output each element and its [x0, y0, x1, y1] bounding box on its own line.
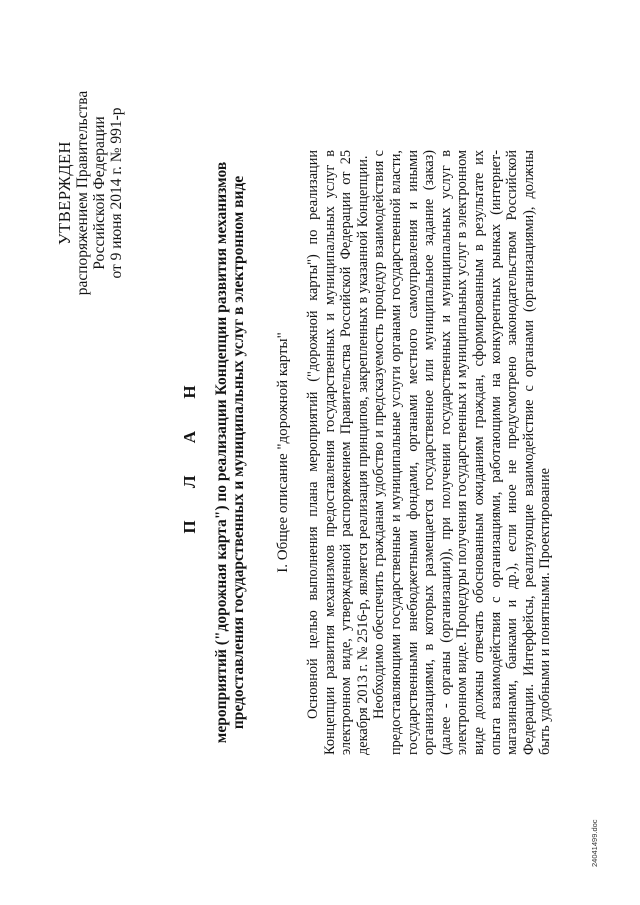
paragraph: Необходимо обеспечить гражданам удобство и предсказуемость процедур взаимодействия с предоставляющими государственные и муниципальные услуги органами государственной власти, государственными внебюджетными фондами, органами местного самоуправления и иными организациями, в которых размещается государственное или муниципальное задание (заказ) (далее - органы (организации)), при получении государственных и муниципальных услуг в электронном виде. Процедуры получения государственных и муниципальных услуг в электронном виде должны отвечать обоснованным ожиданиям граждан, сформированным в результате их опыта взаимодействия с организациями, работающими на конкурентных рынках (интернет-магазинами, банками и др.), если иное не предусмотрено законодательством Российской Федерации. Интерфейсы, реализующие взаимодействие с органами (организациями), должны быть удобными и понятными. Проектирование [371, 150, 554, 755]
document-subtitle: мероприятий ("дорожная карта") по реализации Концепции развития механизмов предоставления государственных и муниципальных услуг в электронном виде [213, 161, 247, 744]
approval-heading: УТВЕРЖДЕН [55, 141, 74, 245]
approval-line-2: Российской Федерации [91, 116, 108, 270]
approval-line-3: от 9 июня 2014 г. № 991-р [108, 107, 125, 279]
approval-block [56, 53, 125, 333]
section-heading: I. Общее описание "дорожной карты" [275, 332, 291, 573]
footer-filename: 24041499.doc [590, 819, 599, 867]
paragraph: Основной целью выполнения плана мероприятий ("дорожной карты") по реализации Концепции развития механизмов предоставления государственных и муниципальных услуг в электронном виде, утвержденной распоряжением Правительства Российской Федерации от 25 декабря 2013 г. № 2516-р, является реализация принципов, закрепленных в указанной Концепции. [305, 150, 371, 755]
document-title: П Л А Н [180, 371, 199, 534]
body-text [305, 150, 554, 755]
approval-line-1: распоряжением Правительства [74, 90, 91, 296]
